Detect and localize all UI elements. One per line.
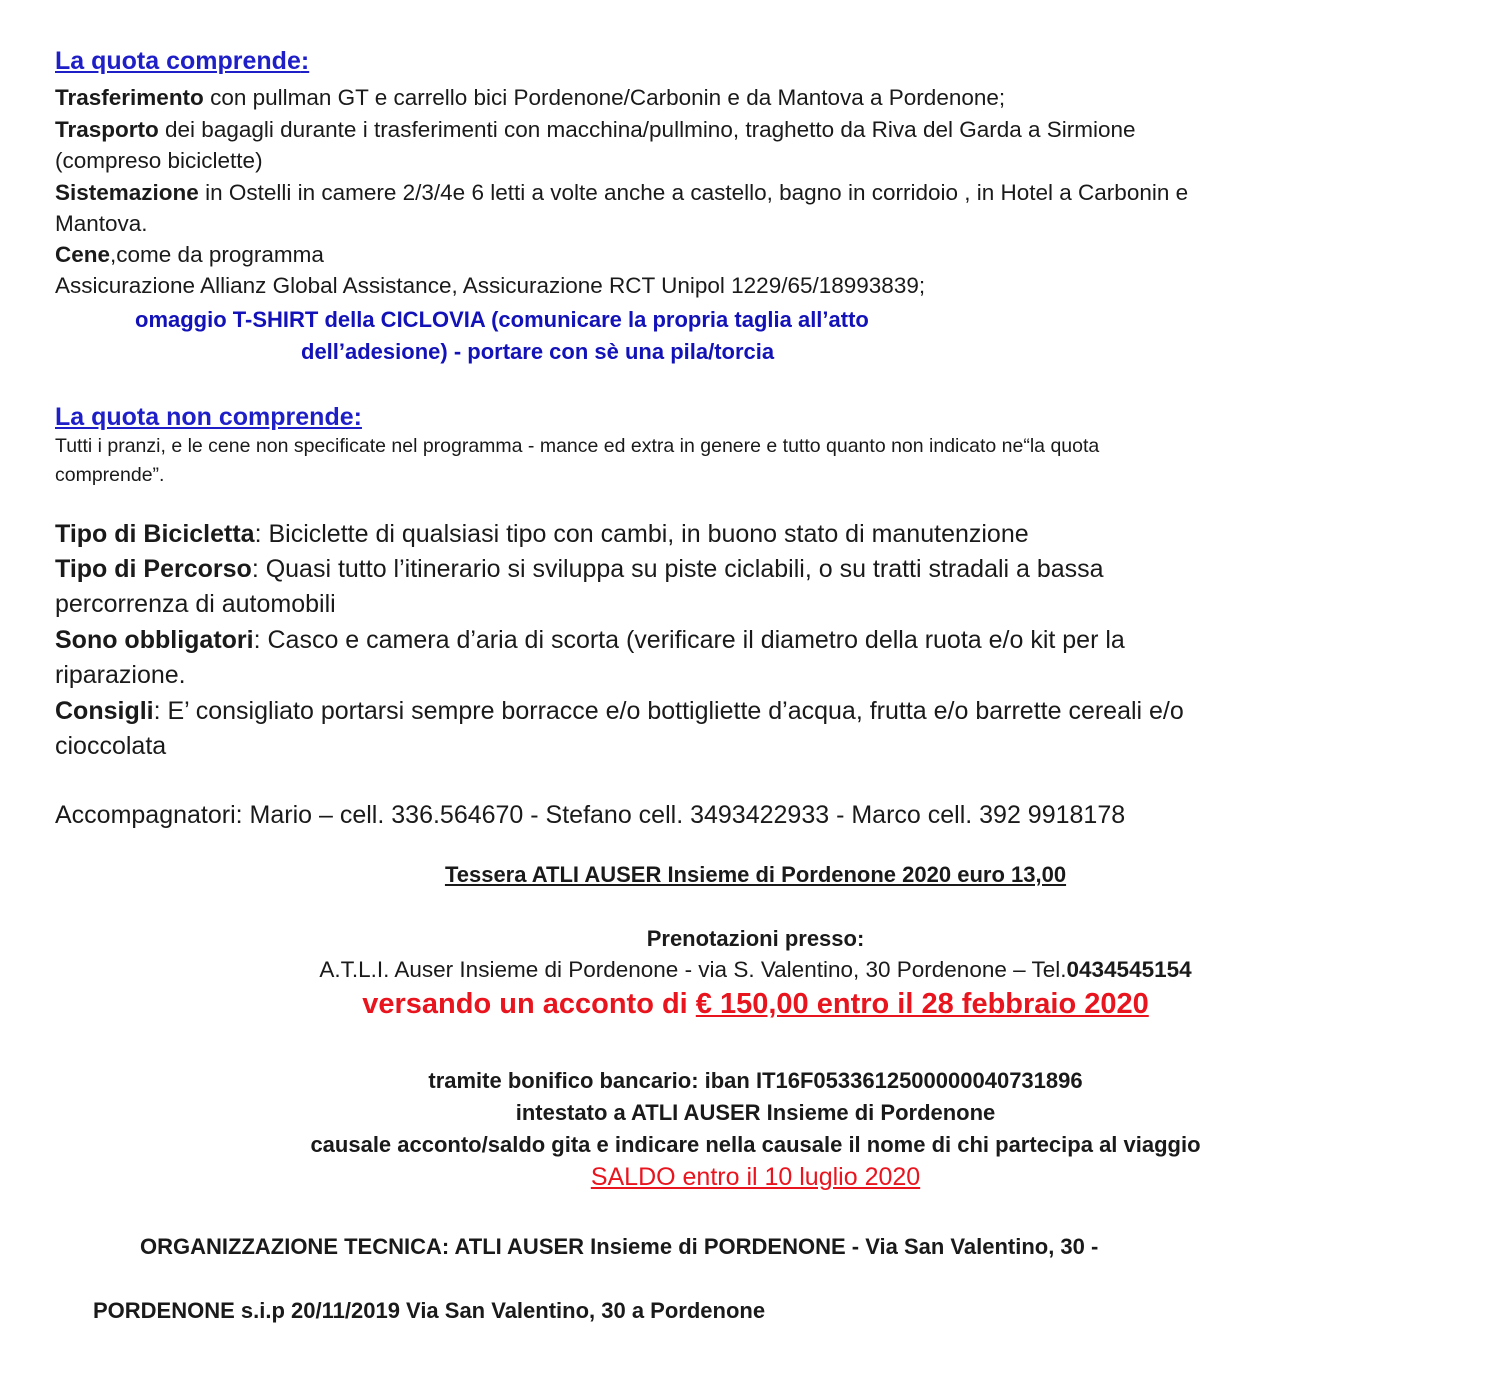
included-item-insurance: Assicurazione Allianz Global Assistance, Assicurazione RCT Unipol 1229/65/18993839; — [55, 273, 926, 298]
deposit-deadline: versando un acconto di € 150,00 entro il 28 febbraio 2020 — [362, 988, 1149, 1020]
advice-cont: cioccolata — [55, 732, 167, 760]
included-item-lodging: Sistemazione in Ostelli in camere 2/3/4e 6 letti a volte anche a castello, bagno in corridoio , in Hotel a Carbonin e — [55, 180, 1189, 205]
bike-type: Tipo di Bicicletta: Biciclette di qualsiasi tipo con cambi, in buono stato di manutenzione — [55, 520, 1029, 548]
gift-note-line2: dell’adesione) - portare con sè una pila/torcia — [301, 339, 775, 364]
excluded-heading: La quota non comprende: — [55, 403, 362, 431]
payment-reason: causale acconto/saldo gita e indicare nella causale il nome di chi partecipa al viaggio — [310, 1132, 1201, 1157]
included-heading: La quota comprende: — [55, 47, 310, 75]
included-item-luggage: Trasporto dei bagagli durante i trasferimenti con macchina/pullmino, traghetto da Riva del Garda a Sirmione — [55, 117, 1136, 142]
booking-address: A.T.L.I. Auser Insieme di Pordenone - via S. Valentino, 30 Pordenone – Tel.0434545154 — [319, 957, 1192, 982]
route-type: Tipo di Percorso: Quasi tutto l’itinerario si sviluppa su piste ciclabili, o su tratti stradali a bassa — [55, 555, 1104, 583]
booking-title: Prenotazioni presso: — [646, 926, 865, 951]
gift-note-line1: omaggio T-SHIRT della CICLOVIA (comunicare la propria taglia all’atto — [135, 307, 869, 332]
guides-contacts: Accompagnatori: Mario – cell. 336.564670 - Stefano cell. 3493422933 - Marco cell. 392 9918178 — [55, 801, 1126, 829]
bank-transfer-iban: tramite bonifico bancario: iban IT16F0533612500000040731896 — [428, 1068, 1083, 1093]
mandatory-equipment-cont: riparazione. — [55, 661, 186, 689]
excluded-text-line2: comprende”. — [55, 464, 165, 486]
balance-deadline: SALDO entro il 10 luglio 2020 — [590, 1163, 921, 1191]
excluded-text-line1: Tutti i pranzi, e le cene non specificate nel programma - mance ed extra in genere e tutto quanto non indicato ne“la quota — [55, 435, 1100, 457]
included-item-luggage-cont: (compreso biciclette) — [55, 148, 263, 173]
organization-line1: ORGANIZZAZIONE TECNICA: ATLI AUSER Insieme di PORDENONE - Via San Valentino, 30 - — [140, 1234, 1099, 1259]
included-item-dinners: Cene,come da programma — [55, 242, 324, 267]
included-item-transfer: Trasferimento con pullman GT e carrello bici Pordenone/Carbonin e da Mantova a Pordenone; — [55, 85, 1006, 110]
advice: Consigli: E’ consigliato portarsi sempre borracce e/o bottigliette d’acqua, frutta e/o barrette cereali e/o — [55, 697, 1184, 725]
included-item-lodging-cont: Mantova. — [55, 211, 148, 236]
route-type-cont: percorrenza di automobili — [55, 590, 336, 618]
mandatory-equipment: Sono obbligatori: Casco e camera d’aria di scorta (verificare il diametro della ruota e/o kit per la — [55, 626, 1125, 654]
organization-line2: PORDENONE s.i.p 20/11/2019 Via San Valentino, 30 a Pordenone — [93, 1298, 766, 1323]
account-holder: intestato a ATLI AUSER Insieme di Pordenone — [515, 1100, 996, 1125]
membership-card: Tessera ATLI AUSER Insieme di Pordenone 2020 euro 13,00 — [444, 862, 1067, 887]
